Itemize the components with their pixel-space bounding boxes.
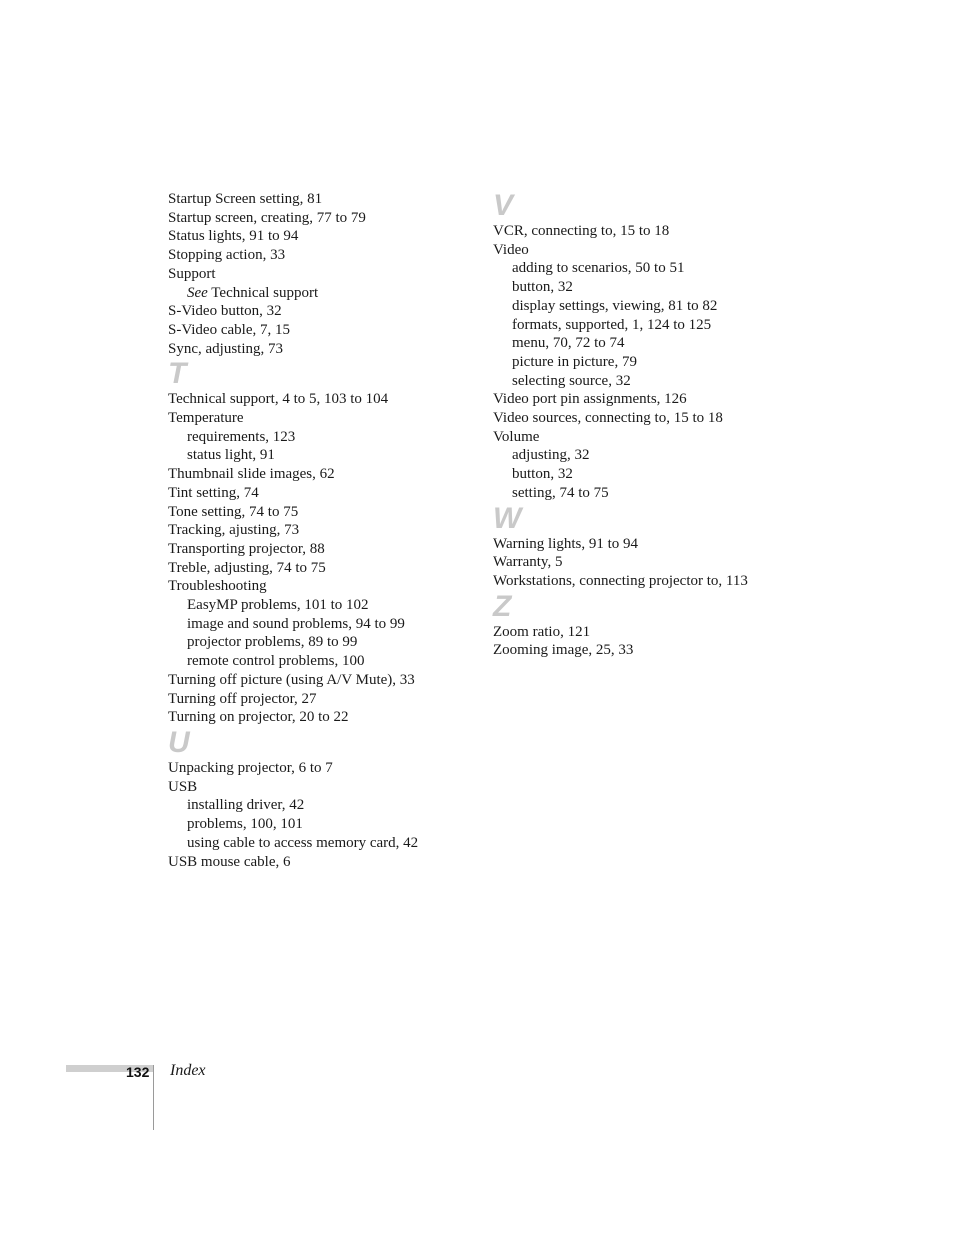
index-entry: Transporting projector, 88	[168, 540, 325, 557]
index-subentry: adding to scenarios, 50 to 51	[512, 260, 685, 277]
index-entry: Temperature	[168, 410, 244, 427]
index-subentry: picture in picture, 79	[512, 353, 637, 370]
index-section-letter: V	[493, 189, 514, 222]
index-entry: Thumbnail slide images, 62	[168, 466, 335, 483]
index-entry: Video port pin assignments, 126	[493, 391, 687, 408]
index-entry: Video	[493, 241, 529, 258]
index-section-letter: W	[493, 501, 522, 535]
footer-divider	[153, 1065, 154, 1130]
index-entry: Support	[168, 265, 216, 282]
index-subentry: problems, 100, 101	[187, 816, 303, 833]
index-subentry: display settings, viewing, 81 to 82	[512, 297, 718, 314]
index-subentry: status light, 91	[187, 447, 275, 464]
index-entry: Tone setting, 74 to 75	[168, 503, 299, 520]
index-subentry: EasyMP problems, 101 to 102	[187, 597, 369, 614]
index-subentry: button, 32	[512, 279, 573, 296]
index-subentry: remote control problems, 100	[187, 653, 365, 670]
index-entry: S-Video cable, 7, 15	[168, 321, 290, 338]
index-entry: Zooming image, 25, 33	[493, 642, 634, 659]
index-entry: Workstations, connecting projector to, 113	[493, 572, 748, 589]
index-see-reference	[168, 284, 468, 303]
index-entry: Turning off picture (using A/V Mute), 33	[168, 671, 415, 688]
index-entry: USB mouse cable, 6	[168, 853, 291, 870]
index-entry: Stopping action, 33	[168, 247, 286, 264]
index-section-letter: U	[168, 725, 190, 759]
index-entry: Turning on projector, 20 to 22	[168, 709, 349, 726]
index-subentry: setting, 74 to 75	[512, 484, 609, 501]
index-entry: VCR, connecting to, 15 to 18	[493, 223, 670, 239]
index-entry: Troubleshooting	[168, 578, 267, 595]
index-subentry: installing driver, 42	[187, 797, 305, 814]
index-entry: Startup Screen setting, 81	[168, 191, 323, 207]
index-entry: Zoom ratio, 121	[493, 623, 591, 640]
index-subentry: button, 32	[512, 466, 573, 483]
see-label: See	[187, 284, 208, 301]
index-section-letter: Z	[493, 589, 512, 623]
index-entry: Turning off projector, 27	[168, 690, 317, 707]
index-column-right	[493, 190, 793, 660]
index-entry: Volume	[493, 428, 540, 445]
index-entry: Treble, adjusting, 74 to 75	[168, 559, 326, 576]
index-entry: Sync, adjusting, 73	[168, 340, 283, 357]
index-entry: Warning lights, 91 to 94	[493, 535, 639, 552]
index-entry: Startup screen, creating, 77 to 79	[168, 209, 366, 226]
index-subentry: using cable to access memory card, 42	[187, 834, 419, 851]
index-entry: Technical support, 4 to 5, 103 to 104	[168, 391, 389, 408]
index-subentry: selecting source, 32	[512, 372, 631, 389]
index-entry: Status lights, 91 to 94	[168, 228, 299, 245]
index-entry: USB	[168, 778, 198, 795]
index-section-letter: T	[168, 357, 187, 391]
page-number: 132	[126, 1064, 150, 1080]
footer-section-title: Index	[170, 1062, 206, 1079]
index-entry: S-Video button, 32	[168, 303, 282, 320]
index-subentry: image and sound problems, 94 to 99	[187, 615, 405, 632]
index-column-left	[168, 190, 468, 871]
index-entry: Unpacking projector, 6 to 7	[168, 759, 333, 776]
index-entry: Tint setting, 74	[168, 484, 259, 501]
see-target: Technical support	[207, 284, 319, 301]
index-subentry: adjusting, 32	[512, 447, 590, 464]
index-entry: Tracking, ajusting, 73	[168, 522, 300, 539]
index-entry: Video sources, connecting to, 15 to 18	[493, 410, 723, 427]
index-subentry: formats, supported, 1, 124 to 125	[512, 316, 712, 333]
index-subentry: requirements, 123	[187, 428, 296, 445]
index-subentry: projector problems, 89 to 99	[187, 634, 358, 651]
index-entry: Warranty, 5	[493, 554, 563, 571]
index-subentry: menu, 70, 72 to 74	[512, 335, 625, 352]
